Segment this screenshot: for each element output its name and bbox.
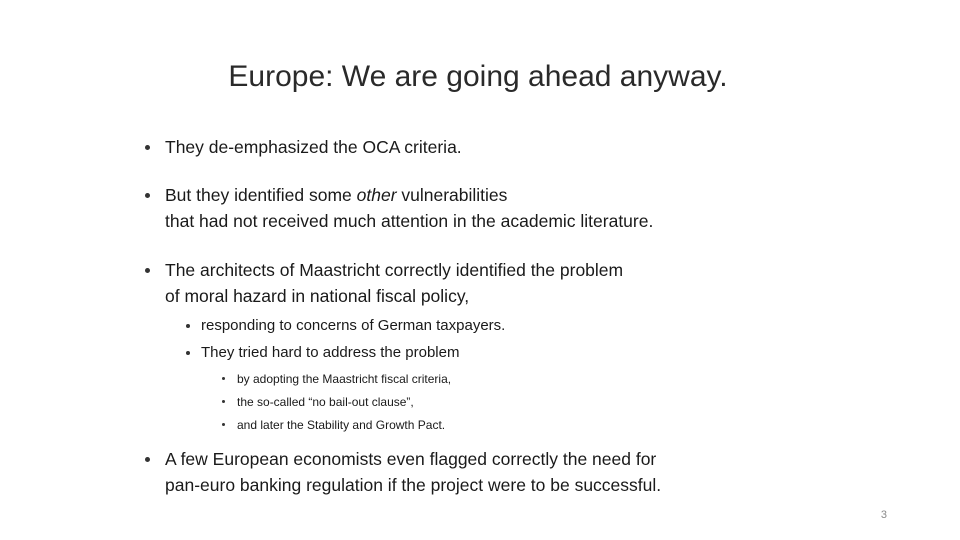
bullet-icon	[186, 324, 190, 328]
bullet-text-line: The architects of Maastricht correctly identified the problem	[165, 260, 624, 280]
bullet-icon	[186, 351, 190, 355]
sub-sub-bullet	[237, 417, 445, 433]
bullet-icon	[145, 457, 150, 462]
sub-bullet-german-taxpayers	[201, 315, 505, 337]
bullet-icon	[145, 145, 150, 150]
bullet-oca-criteria	[165, 134, 462, 160]
bullet-icon	[222, 400, 225, 403]
sub-sub-bullet	[237, 371, 451, 387]
bullet-text-line	[165, 182, 653, 208]
bullet-banking-regulation	[165, 446, 661, 498]
bullet-text: by adopting the Maastricht fiscal criteria,	[237, 372, 452, 386]
bullet-icon	[145, 268, 150, 273]
bullet-icon	[222, 423, 225, 426]
bullet-text: the so-called “no bail-out clause”,	[237, 395, 414, 409]
bullet-text-line: A few European economists even flagged correctly the need for	[165, 449, 657, 469]
bullet-other-vulnerabilities	[165, 182, 653, 234]
bullet-icon	[222, 377, 225, 380]
bullet-text-emphasis: other	[356, 185, 397, 205]
bullet-icon	[145, 193, 150, 198]
sub-bullet-address-problem	[201, 342, 459, 364]
bullet-maastricht-architects	[165, 257, 623, 309]
bullet-text: responding to concerns of German taxpayers.	[201, 317, 506, 334]
slide-title: Europe: We are going ahead anyway.	[228, 60, 728, 93]
bullet-text-line: pan-euro banking regulation if the project were to be successful.	[165, 475, 662, 495]
page-number: 3	[880, 509, 887, 521]
bullet-text: They de-emphasized the OCA criteria.	[165, 137, 462, 157]
sub-sub-bullet	[237, 394, 414, 410]
bullet-text: They tried hard to address the problem	[201, 344, 460, 361]
bullet-text-line: that had not received much attention in the academic literature.	[165, 211, 654, 231]
bullet-text-line: of moral hazard in national fiscal policy,	[165, 286, 470, 306]
bullet-text-pre: But they identified some	[165, 185, 357, 205]
bullet-text: and later the Stability and Growth Pact.	[237, 418, 446, 432]
bullet-text-post: vulnerabilities	[396, 185, 508, 205]
